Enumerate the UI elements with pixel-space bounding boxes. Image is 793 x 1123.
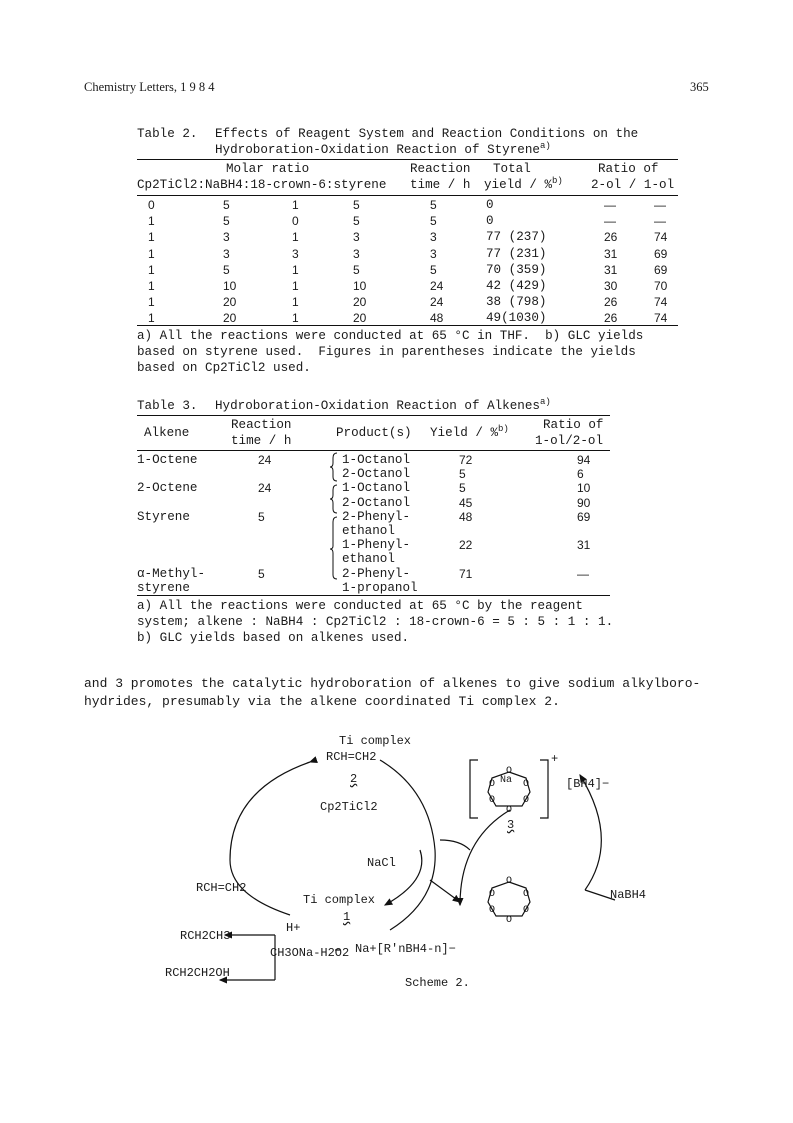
table-cell: 77 (231) — [486, 246, 547, 261]
table-cell: 3 — [292, 246, 299, 261]
table2-head-ratio: Ratio of — [598, 162, 659, 176]
table2-footnote-3: based on Cp2TiCl2 used. — [137, 361, 311, 375]
table-cell: 10 — [353, 279, 367, 293]
table-cell-product: 2-Phenyl- — [342, 509, 411, 524]
table-cell-product: 1-Phenyl- — [342, 538, 411, 553]
scheme-rch2ch3: RCH2CH3 — [180, 929, 231, 943]
table2-header-rule — [137, 195, 678, 196]
bracket-1-octene — [330, 453, 337, 481]
scheme-bh4: [BH4]− — [566, 777, 610, 791]
table-row — [137, 263, 678, 279]
table3-caption: Hydroboration-Oxidation Reaction of Alkenes$^{a)}$ — [215, 396, 551, 413]
table-cell: 3 — [430, 246, 437, 261]
table-cell-alkene: 1-Octene — [137, 453, 198, 467]
crownf-o-top: O — [506, 876, 513, 887]
cycle-arrow-right — [380, 760, 435, 930]
table-cell: 20 — [223, 311, 237, 326]
table-row — [137, 247, 678, 263]
table3-head-yield: Yield / %$^{b)}$ — [430, 423, 509, 440]
scheme-caption: Scheme 2. — [405, 976, 470, 990]
table-cell: 20 — [353, 311, 367, 326]
bracket-2-octene — [330, 485, 337, 513]
table-cell: 3 — [353, 246, 360, 261]
table3-bottom-rule — [137, 595, 610, 596]
table-cell-ratio: — — [577, 566, 589, 581]
table2-caption-line1: Effects of Reagent System and Reaction Conditions on the — [215, 127, 639, 141]
crownf-o-bl: O — [489, 905, 496, 916]
table2-top-rule — [137, 159, 678, 160]
table-row — [137, 230, 678, 246]
table-cell: 26 — [604, 311, 618, 326]
scheme-ti-complex-bottom: Ti complex — [303, 893, 376, 907]
table-cell: 69 — [654, 262, 668, 277]
table-cell: 70 (359) — [486, 262, 547, 277]
table-cell-time: 5 — [258, 509, 265, 524]
table-cell: 1 — [292, 311, 299, 326]
table-cell: 3 — [223, 246, 230, 261]
table2-head-time: time / h — [410, 178, 471, 192]
scheme-h-plus: H+ — [286, 921, 301, 935]
table-cell-product: 1-Octanol — [342, 481, 411, 496]
table-cell-product: 1-Octanol — [342, 453, 411, 467]
table-row — [137, 214, 678, 230]
crownf-o-right: O — [523, 889, 530, 900]
table-cell: 70 — [654, 279, 668, 293]
scheme-plus: + — [551, 752, 559, 766]
table-cell: 1 — [292, 230, 299, 245]
scheme-cp2ticl2: Cp2TiCl2 — [320, 800, 378, 814]
crown3-o-br: O — [523, 795, 530, 806]
table-cell: 5 — [353, 198, 360, 212]
table-cell: 30 — [604, 279, 618, 293]
table3-head-ratio-detail: 1-ol/2-ol — [535, 434, 604, 448]
table-cell: — — [604, 214, 616, 229]
table-cell: 0 — [292, 214, 299, 229]
table2-head-molar-detail: Cp2TiCl2:NaBH4:18-crown-6:styrene — [137, 178, 387, 192]
table-cell: 5 — [430, 214, 437, 229]
scheme-nabh4: NaBH4 — [610, 888, 647, 902]
table-cell-time: 24 — [258, 453, 272, 467]
scheme-label-3: 3 — [507, 818, 515, 832]
table-cell-alkene: 2-Octene — [137, 481, 198, 496]
crownf-o-br: O — [523, 905, 530, 916]
table-cell: 0 — [486, 198, 494, 212]
table-cell: 20 — [223, 295, 237, 310]
table-cell: 74 — [654, 295, 668, 310]
scheme-label-1: 1 — [343, 910, 351, 924]
table2-caption-line2: Hydroboration-Oxidation Reaction of Styrene$^{a)}$ — [215, 140, 551, 157]
table-cell: 42 (429) — [486, 279, 547, 293]
scheme-na: Na — [500, 775, 513, 786]
crown3-o-left: O — [489, 779, 496, 790]
table-cell-alkene: α-Methyl- — [137, 566, 206, 581]
table-cell-product: 2-Octanol — [342, 495, 411, 510]
table2-footnote-2: based on styrene used. Figures in parentheses indicate the yields — [137, 345, 636, 359]
scheme-label-2: 2 — [350, 772, 358, 786]
table-cell: 10 — [223, 279, 237, 293]
table-cell-time: 24 — [258, 481, 272, 496]
table3-caption-sup: a) — [539, 396, 551, 407]
table-cell: — — [654, 214, 666, 229]
crown3-o-right: O — [523, 779, 530, 790]
table-row — [137, 279, 678, 295]
scheme-rch-ch2-left: RCH=CH2 — [196, 881, 247, 895]
table-row — [137, 496, 610, 510]
table-cell: 3 — [353, 230, 360, 245]
table-cell: 74 — [654, 311, 668, 326]
journal-header: Chemistry Letters, 1 9 8 4 — [84, 80, 215, 94]
table3-head-product: Product(s) — [336, 426, 412, 440]
nacl-arrow — [430, 880, 460, 902]
scheme-rch2ch2oh: RCH2CH2OH — [165, 966, 230, 980]
table3-head-reaction: Reaction — [231, 418, 292, 432]
scheme-rch-ch2-top: RCH=CH2 — [326, 750, 377, 764]
table-cell: 26 — [604, 230, 618, 245]
body-line-2: hydrides, presumably via the alkene coordinated Ti complex 2. — [84, 694, 560, 709]
table-cell-time: 5 — [258, 566, 265, 581]
table-row — [137, 538, 610, 552]
table-cell: 31 — [604, 262, 618, 277]
table-row — [137, 481, 610, 495]
table3-footnote-2: system; alkene : NaBH4 : Cp2TiCl2 : 18-crown-6 = 5 : 5 : 1 : 1. — [137, 615, 614, 629]
crownf-o-left: O — [489, 889, 496, 900]
table-cell: 1 — [292, 198, 299, 212]
table-cell-product: 1-propanol — [342, 580, 418, 595]
scheme-na-borohydride: Na+[R'nBH4-n]− — [355, 942, 456, 956]
table-cell-product: ethanol — [342, 524, 395, 538]
crown3-o-bl: O — [489, 795, 496, 806]
bracket-left — [470, 760, 478, 818]
table-cell: 38 (798) — [486, 295, 547, 310]
table-cell: 0 — [486, 214, 494, 229]
table-row — [137, 552, 610, 566]
table-cell: 5 — [223, 262, 230, 277]
table-row — [137, 467, 610, 481]
table2-head-yield-sup: b) — [552, 175, 563, 186]
table-row — [137, 311, 678, 327]
crown-link — [440, 840, 470, 850]
table-cell: 5 — [430, 198, 437, 212]
page-number: 365 — [690, 80, 709, 94]
scheme-ti-complex-top: Ti complex — [339, 734, 412, 748]
table-cell: 26 — [604, 295, 618, 310]
table3-footnote-3: b) GLC yields based on alkenes used. — [137, 631, 410, 645]
table-row — [137, 510, 610, 524]
crown-arrow — [460, 810, 513, 905]
bracket-right — [540, 760, 548, 818]
table-cell-ratio: 10 — [577, 481, 591, 496]
scheme-nacl: NaCl — [367, 856, 396, 870]
table-cell: 1 — [148, 279, 155, 293]
table-cell: 1 — [292, 262, 299, 277]
table-cell-product: ethanol — [342, 552, 395, 567]
table-cell-alkene: styrene — [137, 580, 190, 595]
table-cell-yield: 22 — [459, 538, 473, 553]
table-cell: 1 — [148, 262, 155, 277]
table3-head-time: time / h — [231, 434, 292, 448]
nabh4-arrow — [580, 775, 601, 890]
table-row — [137, 581, 610, 595]
table-cell-product: 2-Octanol — [342, 467, 411, 482]
table-cell-ratio: 31 — [577, 538, 591, 553]
table-cell: 20 — [353, 295, 367, 310]
bracket-styrene — [330, 517, 337, 579]
table3-head-ratio: Ratio of — [543, 418, 604, 432]
scheme-ch3ona: CH3ONa-H2O2 — [270, 946, 350, 960]
table-cell: 5 — [223, 214, 230, 229]
table-cell-ratio: 94 — [577, 453, 591, 467]
table-cell: 49(1030) — [486, 311, 547, 326]
table3-head-alkene: Alkene — [144, 426, 190, 440]
table-cell: 1 — [148, 230, 155, 245]
table2-head-reaction: Reaction — [410, 162, 471, 176]
table-cell: 69 — [654, 246, 668, 261]
table-row — [137, 524, 610, 538]
crown3-o-bottom: O — [506, 805, 513, 816]
table3-caption-label: Table 3. — [137, 399, 198, 413]
table-cell-yield: 5 — [459, 467, 466, 482]
table-cell-ratio: 6 — [577, 467, 584, 482]
table3-footnote-1: a) All the reactions were conducted at 65 °C by the reagent — [137, 599, 583, 613]
table-cell: 1 — [148, 246, 155, 261]
table-cell-yield: 5 — [459, 481, 466, 496]
table-cell: 5 — [353, 262, 360, 277]
table2-caption-sup: a) — [539, 140, 551, 151]
table-cell: 77 (237) — [486, 230, 547, 245]
table2-head-ratio-detail: 2-ol / 1-ol — [591, 178, 675, 192]
table-cell: 74 — [654, 230, 668, 245]
table-cell-yield: 71 — [459, 566, 473, 581]
table2-caption-label: Table 2. — [137, 127, 198, 141]
table-cell: 0 — [148, 198, 155, 212]
table3-head-yield-sup: b) — [498, 423, 509, 434]
table-cell: — — [654, 198, 666, 212]
table-cell: 24 — [430, 279, 444, 293]
scheme-2-diagram — [160, 730, 700, 1000]
table-cell: 3 — [430, 230, 437, 245]
table-cell: 24 — [430, 295, 444, 310]
table-cell: 5 — [353, 214, 360, 229]
table-cell-yield: 48 — [459, 509, 473, 524]
table-cell: 5 — [430, 262, 437, 277]
table-row — [137, 453, 610, 467]
table-cell: 3 — [223, 230, 230, 245]
table-cell: 31 — [604, 246, 618, 261]
table-cell-alkene: Styrene — [137, 509, 190, 524]
table-cell: 1 — [292, 279, 299, 293]
table3-top-rule — [137, 415, 610, 416]
table-cell: 1 — [292, 295, 299, 310]
table-cell: 5 — [223, 198, 230, 212]
table-cell-yield: 72 — [459, 453, 473, 467]
table2-head-total: Total — [493, 162, 531, 176]
table2-head-molar: Molar ratio — [226, 162, 310, 176]
table-cell: 48 — [430, 311, 444, 326]
table2-head-yield: yield / %$^{b)}$ — [484, 175, 563, 192]
table2-footnote-1: a) All the reactions were conducted at 65 °C in THF. b) GLC yields — [137, 329, 644, 343]
table-row — [137, 198, 678, 214]
table-cell-ratio: 69 — [577, 509, 591, 524]
table-cell-yield: 45 — [459, 495, 473, 510]
crown3-o-top: O — [506, 766, 513, 777]
table3-product-brackets — [328, 451, 340, 591]
table-row — [137, 295, 678, 311]
body-line-1: and 3 promotes the catalytic hydroboration of alkenes to give sodium alkylboro- — [84, 676, 701, 691]
crownf-o-bottom: O — [506, 915, 513, 926]
table-cell-ratio: 90 — [577, 495, 591, 510]
table-cell: 1 — [148, 295, 155, 310]
table3-header-rule — [137, 450, 610, 451]
table-cell-product: 2-Phenyl- — [342, 566, 411, 581]
table-row — [137, 567, 610, 581]
table-cell: 1 — [148, 214, 155, 229]
table-cell: 1 — [148, 311, 155, 326]
table-cell: — — [604, 198, 616, 212]
